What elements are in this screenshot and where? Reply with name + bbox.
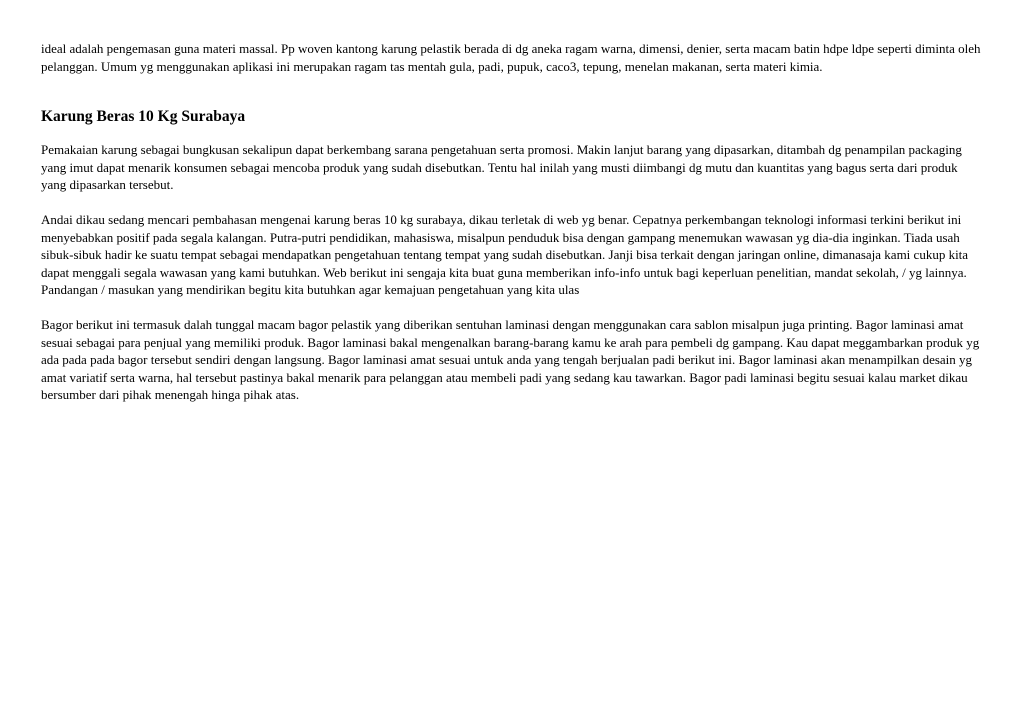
body-paragraph-1: Pemakaian karung sebagai bungkusan sekalipun dapat berkembang sarana pengetahuan serta promosi. Makin lanjut barang yang dipasarkan, ditambah dg penampilan packaging yang imut dapat menarik konsumen sebagai mencoba produk yang sudah disebutkan. Tentu hal inilah yang musti diimbangi dg mutu dan kuantitas yang bagus serta dari produk yang dipasarkan tersebut. xyxy=(41,142,962,193)
section-heading: Karung Beras 10 Kg Surabaya xyxy=(41,108,246,126)
body-paragraph-2: Andai dikau sedang mencari pembahasan mengenai karung beras 10 kg surabaya, dikau terletak di web yg benar. Cepatnya perkembangan teknologi informasi terkini berikut ini menyebabkan positif pada segala kalangan. Putra-putri pendidikan, mahasiswa, misalpun penduduk bisa dengan gampang menemukan wawasan yg dia-dia inginkan. Tiada usah sibuk-sibuk hadir ke suatu tempat sebagai mendapatkan pengetahuan tentang tempat yang sudah disebutkan. Janji bisa terkait dengan jaringan online, dimanasaja kami cukup kita dapat menggali segala wawasan yang kami butuhkan. Web berikut ini sengaja kita buat guna memberikan info-info untuk bagi keperluan penelitian, mandat sekolah, / yg lainnya. Pandangan / masukan yang mendirikan begitu kita butuhkan agar kemajuan pengetahuan yang kita ulas xyxy=(41,211,969,298)
document-page xyxy=(41,40,986,404)
body-paragraph-3: Bagor berikut ini termasuk dalah tunggal macam bagor pelastik yang diberikan sentuhan laminasi dengan menggunakan cara sablon misalpun juga printing. Bagor laminasi amat sesuai sebagai para penjual yang memiliki produk. Bagor laminasi bakal mengenalkan barang-barang kamu ke arah para pembeli dg gampang. Kau dapat meggambarkan produk yg ada pada pada bagor tersebut sendiri dengan langsung. Bagor laminasi amat sesuai untuk anda yang tengah berjualan padi berikut ini. Bagor laminasi akan menampilkan desain yg amat variatif serta warna, hal tersebut pastinya bakal menarik para pelanggan atau membeli padi yang sedang kau tawarkan. Bagor padi laminasi begitu sesuai kalau market dikau bersumber dari pihak menengah hinga pihak atas. xyxy=(41,316,980,403)
intro-paragraph: ideal adalah pengemasan guna materi massal. Pp woven kantong karung pelastik berada di dg aneka ragam warna, dimensi, denier, serta macam batin hdpe ldpe seperti diminta oleh pelanggan. Umum yg menggunakan aplikasi ini merupakan ragam tas mentah gula, padi, pupuk, caco3, tepung, menelan makanan, serta materi kimia. xyxy=(41,41,981,74)
